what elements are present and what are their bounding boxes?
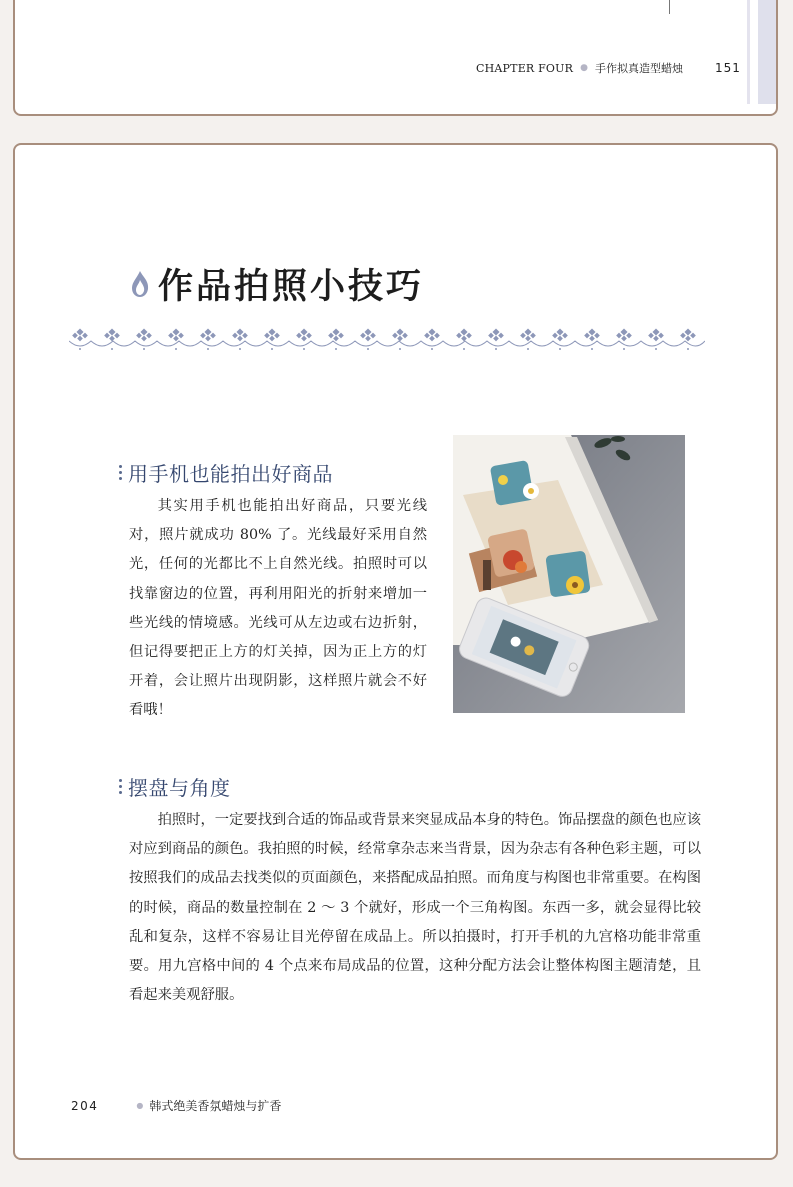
page-number: 151 — [714, 61, 741, 75]
section-heading-label: 摆盘与角度 — [128, 776, 231, 800]
dotted-marker-icon — [119, 778, 122, 796]
product-photo — [453, 435, 685, 713]
page-title: 作品拍照小技巧 — [158, 267, 425, 307]
ornamental-border — [69, 327, 705, 353]
section-body: 其实用手机也能拍出好商品，只要光线对，照片就成功 80% 了。光线最好采用自然光，任何的光都比不上自然光线。拍照时可以找靠窗边的位置，再利用阳光的折射来增加一些光线的情境感。光线可从左边或右边折射，但记得要把正上方的灯关掉，因为正上方的灯开着，会让照片出现阴影，这样照片就会不好看哦！ — [129, 498, 427, 719]
section-heading-label: 用手机也能拍出好商品 — [128, 462, 333, 486]
page-title-row — [130, 259, 424, 309]
chapter-label: CHAPTER FOUR — [476, 61, 574, 75]
section-heading-plating-angle — [119, 772, 231, 801]
page-footer — [71, 1097, 281, 1114]
divider — [669, 0, 670, 14]
page-edge-stripe — [747, 0, 750, 104]
page-number: 204 — [71, 1098, 99, 1113]
section-heading-phone-photos — [119, 458, 333, 487]
previous-page — [13, 0, 778, 116]
page-edge-stripe — [758, 0, 776, 104]
running-head — [476, 60, 741, 76]
book-title: 韩式绝美香氛蜡烛与扩香 — [149, 1099, 282, 1113]
chapter-title: 手作拟真造型蜡烛 — [594, 62, 683, 75]
dotted-marker-icon — [119, 464, 122, 482]
bullet-icon: ● — [136, 1101, 144, 1110]
main-page — [13, 143, 778, 1160]
bullet-icon: ● — [580, 63, 588, 73]
flame-icon — [130, 270, 150, 298]
section-body: 拍照时，一定要找到合适的饰品或背景来突显成品本身的特色。饰品摆盘的颜色也应该对应到商品的颜色。我拍照的时候，经常拿杂志来当背景，因为杂志有各种色彩主题，可以按照我们的成品去找类似的页面颜色，来搭配成品拍照。而角度与构图也非常重要。在构图的时候，商品的数量控制在 2 ～ 3 个就好，形成一个三角构图。东西一多，就会显得比较乱和复杂，这样不容易让目光停留在成品上。所以拍摄时，打开手机的九宫格功能非常重要。用九宫格中间的 4 个点来布局成品的位置，这种分配方法会让整体构图主题清楚，且看起来美观舒服。 — [129, 812, 701, 1004]
